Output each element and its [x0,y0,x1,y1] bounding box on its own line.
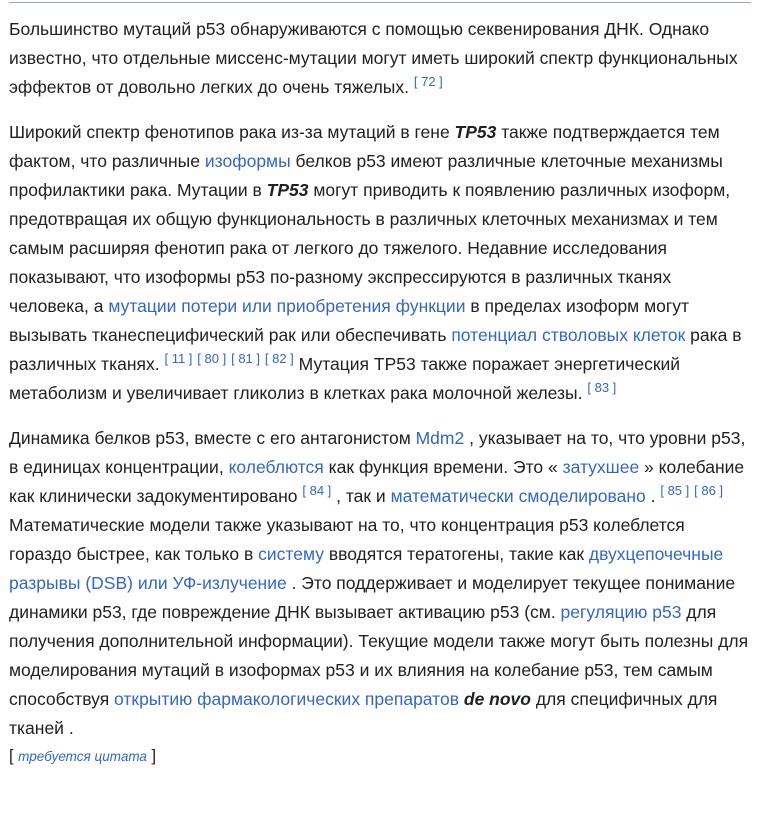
text-run: в пределах изоформ могут вызывать тканеспецифический рак или обеспечивать [9,296,689,345]
reference-link[interactable]: [ 80 ] [197,351,227,367]
citation-open-bracket: [ [9,747,19,765]
reference-sup [164,351,192,366]
citation-needed [9,749,156,767]
text-run: также подтверждается тем фактом, что различные [9,122,720,171]
text-run: для специфичных для тканей . [9,689,718,738]
wiki-link[interactable]: математически смоделировано [390,486,646,506]
reference-sup [587,380,616,395]
wiki-link[interactable]: систему [258,544,324,564]
reference-sup [694,483,723,498]
text-run: Большинство мутаций p53 обнаруживаются с помощью секвенирования ДНК. Однако известно, что отдельные миссенс-мутации могут иметь широкий спектр функциональных эффектов от довольно легких до очень тяжелых. [9,19,738,97]
paragraph-1 [9,15,751,102]
reference-sup [265,351,294,366]
text-run: вводятся тератогены, такие как [323,544,589,564]
section-divider [9,2,751,3]
text-run: Динамика белков p53, вместе с его антагонистом [9,428,416,448]
wiki-link[interactable]: мутации потери или приобретения функции [108,296,466,316]
reference-link[interactable]: [ 84 ] [302,483,332,499]
text-run: белков p53 имеют различные клеточные механизмы профилактики рака. Мутации в [9,151,723,200]
text-run: Мутация TP53 также поражает энергетический метаболизм и увеличивает гликолиз в клетках рака молочной железы. [9,354,681,403]
reference-link[interactable]: [ 72 ] [413,74,443,90]
reference-link[interactable]: [ 82 ] [264,351,294,367]
reference-sup [302,483,331,498]
text-run: , указывает на то, что уровни p53, в единицах концентрации, [9,428,746,477]
wiki-link[interactable]: Mdm2 [415,428,465,448]
text-run: как функция времени. Это « [323,457,563,477]
reference-sup [660,483,689,498]
wiki-link[interactable]: открытию фармакологических препаратов [114,689,460,709]
reference-link[interactable]: [ 11 ] [164,351,193,367]
wiki-link[interactable]: регуляцию p53 [560,602,682,622]
text-run: Широкий спектр фенотипов рака из-за мутаций в гене [9,122,455,142]
text-run: , так и [331,486,391,506]
wiki-link[interactable]: двухцепочечные разрывы (DSB) или УФ-излучение [9,544,724,593]
gene-name: TP53 [266,180,309,200]
text-run: » колебание как клинически задокументировано [9,457,745,506]
wiki-link[interactable]: затухшее [562,457,640,477]
article-content [9,15,751,773]
latin-phrase: de novo [463,689,531,709]
citation-needed-link[interactable]: требуется цитата [18,749,147,764]
text-run: . Это поддерживает и моделирует текущее понимание динамики p53, где повреждение ДНК вызывает активацию p53 (см. [9,573,736,622]
text-run: рака в различных тканях. [9,325,742,374]
reference-link[interactable]: [ 83 ] [587,380,617,396]
text-run: . [645,486,661,506]
text-run: для получения дополнительной информации). Текущие модели также могут быть полезны для моделирования мутаций в изоформах p53 и их влияния на колебание p53, тем самым способствуя [9,602,749,709]
reference-link[interactable]: [ 81 ] [231,351,261,367]
paragraph-3 [9,424,751,773]
reference-link[interactable]: [ 85 ] [660,483,690,499]
wiki-link[interactable]: потенциал стволовых клеток [451,325,686,345]
reference-sup [414,74,443,89]
reference-sup [197,351,226,366]
reference-sup [231,351,260,366]
gene-name: TP53 [454,122,497,142]
reference-link[interactable]: [ 86 ] [694,483,724,499]
wiki-link[interactable]: колеблются [228,457,324,477]
text-run: Математические модели также указывают на то, что концентрация p53 колеблется гораздо быстрее, как только в [9,515,685,564]
text-run: могут приводить к появлению различных изоформ, предотвращая их общую функциональность в различных клеточных механизмах и тем самым расширяя фенотип рака от легкого до тяжелого. Недавние исследования показывают, что изоформы p53 по-разному экспрессируются в различных тканях человека, а [9,180,731,316]
citation-close-bracket: ] [146,747,157,765]
paragraph-2 [9,118,751,408]
wiki-link[interactable]: изоформы [204,151,291,171]
